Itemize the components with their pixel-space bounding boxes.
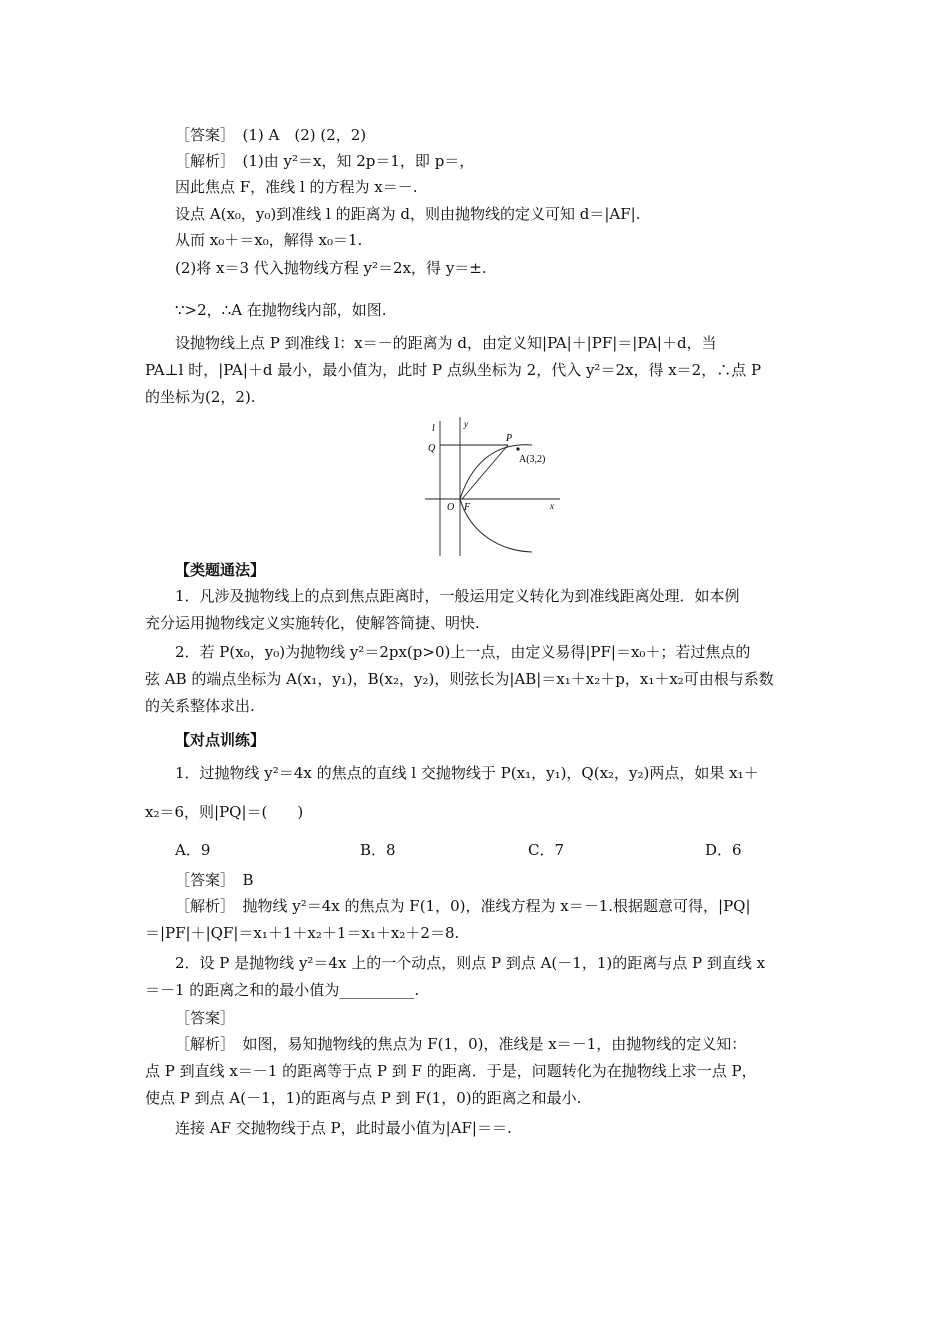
text-line: 设抛物线上点 P 到准线 l：x＝－的距离为 d，由定义知|PA|＋|PF|＝|PA|＋d，当 [175,334,717,352]
label-o: O [447,502,455,513]
text-line: 2．若 P(x₀，y₀)为抛物线 y²＝2px(p>0)上一点，由定义易得|PF|＝x₀＋；若过焦点的 [175,643,751,661]
text-line: 1．凡涉及抛物线上的点到焦点距离时，一般运用定义转化为到准线距离处理．如本例 [175,587,740,605]
text-line: ［解析］ (1)由 y²＝x，知 2p＝1，即 p＝， [175,152,475,170]
text-line: 弦 AB 的端点坐标为 A(x₁，y₁)，B(x₂，y₂)，则弦长为|AB|＝x₁＋x₂＋p，x₁＋x₂可由根与系数 [145,670,774,688]
text-line: (2)将 x＝3 代入抛物线方程 y²＝2x，得 y＝±. [175,259,487,277]
text-line: ＝|PF|＋|QF|＝x₁＋1＋x₂＋1＝x₁＋x₂＋2＝8. [145,924,460,942]
parabola-figure [420,413,565,558]
text-line: 的坐标为(2，2). [145,388,256,406]
text-line: x₂＝6，则|PQ|＝( ) [145,803,304,821]
text-line: ＝－1 的距离之和的最小值为__________. [145,981,420,999]
option-c: C．7 [528,841,565,859]
text-line: ［解析］ 抛物线 y²＝4x 的焦点为 F(1，0)，准线方程为 x＝－1.根据题意可得，|PQ| [175,897,751,915]
text-line: 设点 A(x₀，y₀)到准线 l 的距离为 d，则由抛物线的定义可知 d＝|AF|. [175,205,641,223]
label-q: Q [428,443,436,454]
text-line: 连接 AF 交抛物线于点 P，此时最小值为|AF|＝＝. [175,1119,512,1137]
label-a: A(3,2) [519,454,546,465]
option-d: D．6 [705,841,742,859]
segment-pf [462,445,508,499]
answer-options [175,839,775,859]
text-line: ［答案］ B [175,871,254,889]
text-line: 【对点训练】 [175,731,266,749]
option-b: B．8 [360,841,396,859]
text-line: ［答案］ [175,1009,236,1027]
text-line: ［解析］ 如图，易知抛物线的焦点为 F(1，0)，准线是 x＝－1，由抛物线的定义知： [175,1035,747,1053]
text-line: 充分运用抛物线定义实施转化，使解答简捷、明快. [145,614,480,632]
label-y: y [464,419,468,429]
label-x: x [550,501,554,511]
text-line: ∵>2，∴A 在抛物线内部，如图. [175,301,387,319]
text-line: 1．过抛物线 y²＝4x 的焦点的直线 l 交抛物线于 P(x₁，y₁)，Q(x₂，y₂)两点，如果 x₁＋ [175,764,759,782]
text-line: ［答案］ (1) A (2) (2，2) [175,126,367,144]
label-f: F [464,502,471,513]
text-line: PA⊥l 时，|PA|＋d 最小，最小值为，此时 P 点纵坐标为 2，代入 y²＝2x，得 x＝2，∴点 P [145,361,762,379]
label-p: P [506,433,513,444]
option-a: A．9 [175,841,211,859]
text-line: 从而 x₀＋＝x₀，解得 x₀＝1. [175,231,363,249]
text-line: 因此焦点 F，准线 l 的方程为 x＝－. [175,178,418,196]
text-line: 2．设 P 是抛物线 y²＝4x 上的一个动点，则点 P 到点 A(－1，1)的距离与点 P 到直线 x [175,954,766,972]
text-line: 使点 P 到点 A(－1，1)的距离与点 P 到 F(1，0)的距离之和最小. [145,1089,582,1107]
text-line: 点 P 到直线 x＝－1 的距离等于点 P 到 F 的距离．于是，问题转化为在抛物线上求一点 P， [145,1062,757,1080]
point-a [516,447,519,450]
label-l: l [432,423,435,434]
text-line: 的关系整体求出. [145,697,255,715]
text-line: 【类题通法】 [175,561,266,579]
